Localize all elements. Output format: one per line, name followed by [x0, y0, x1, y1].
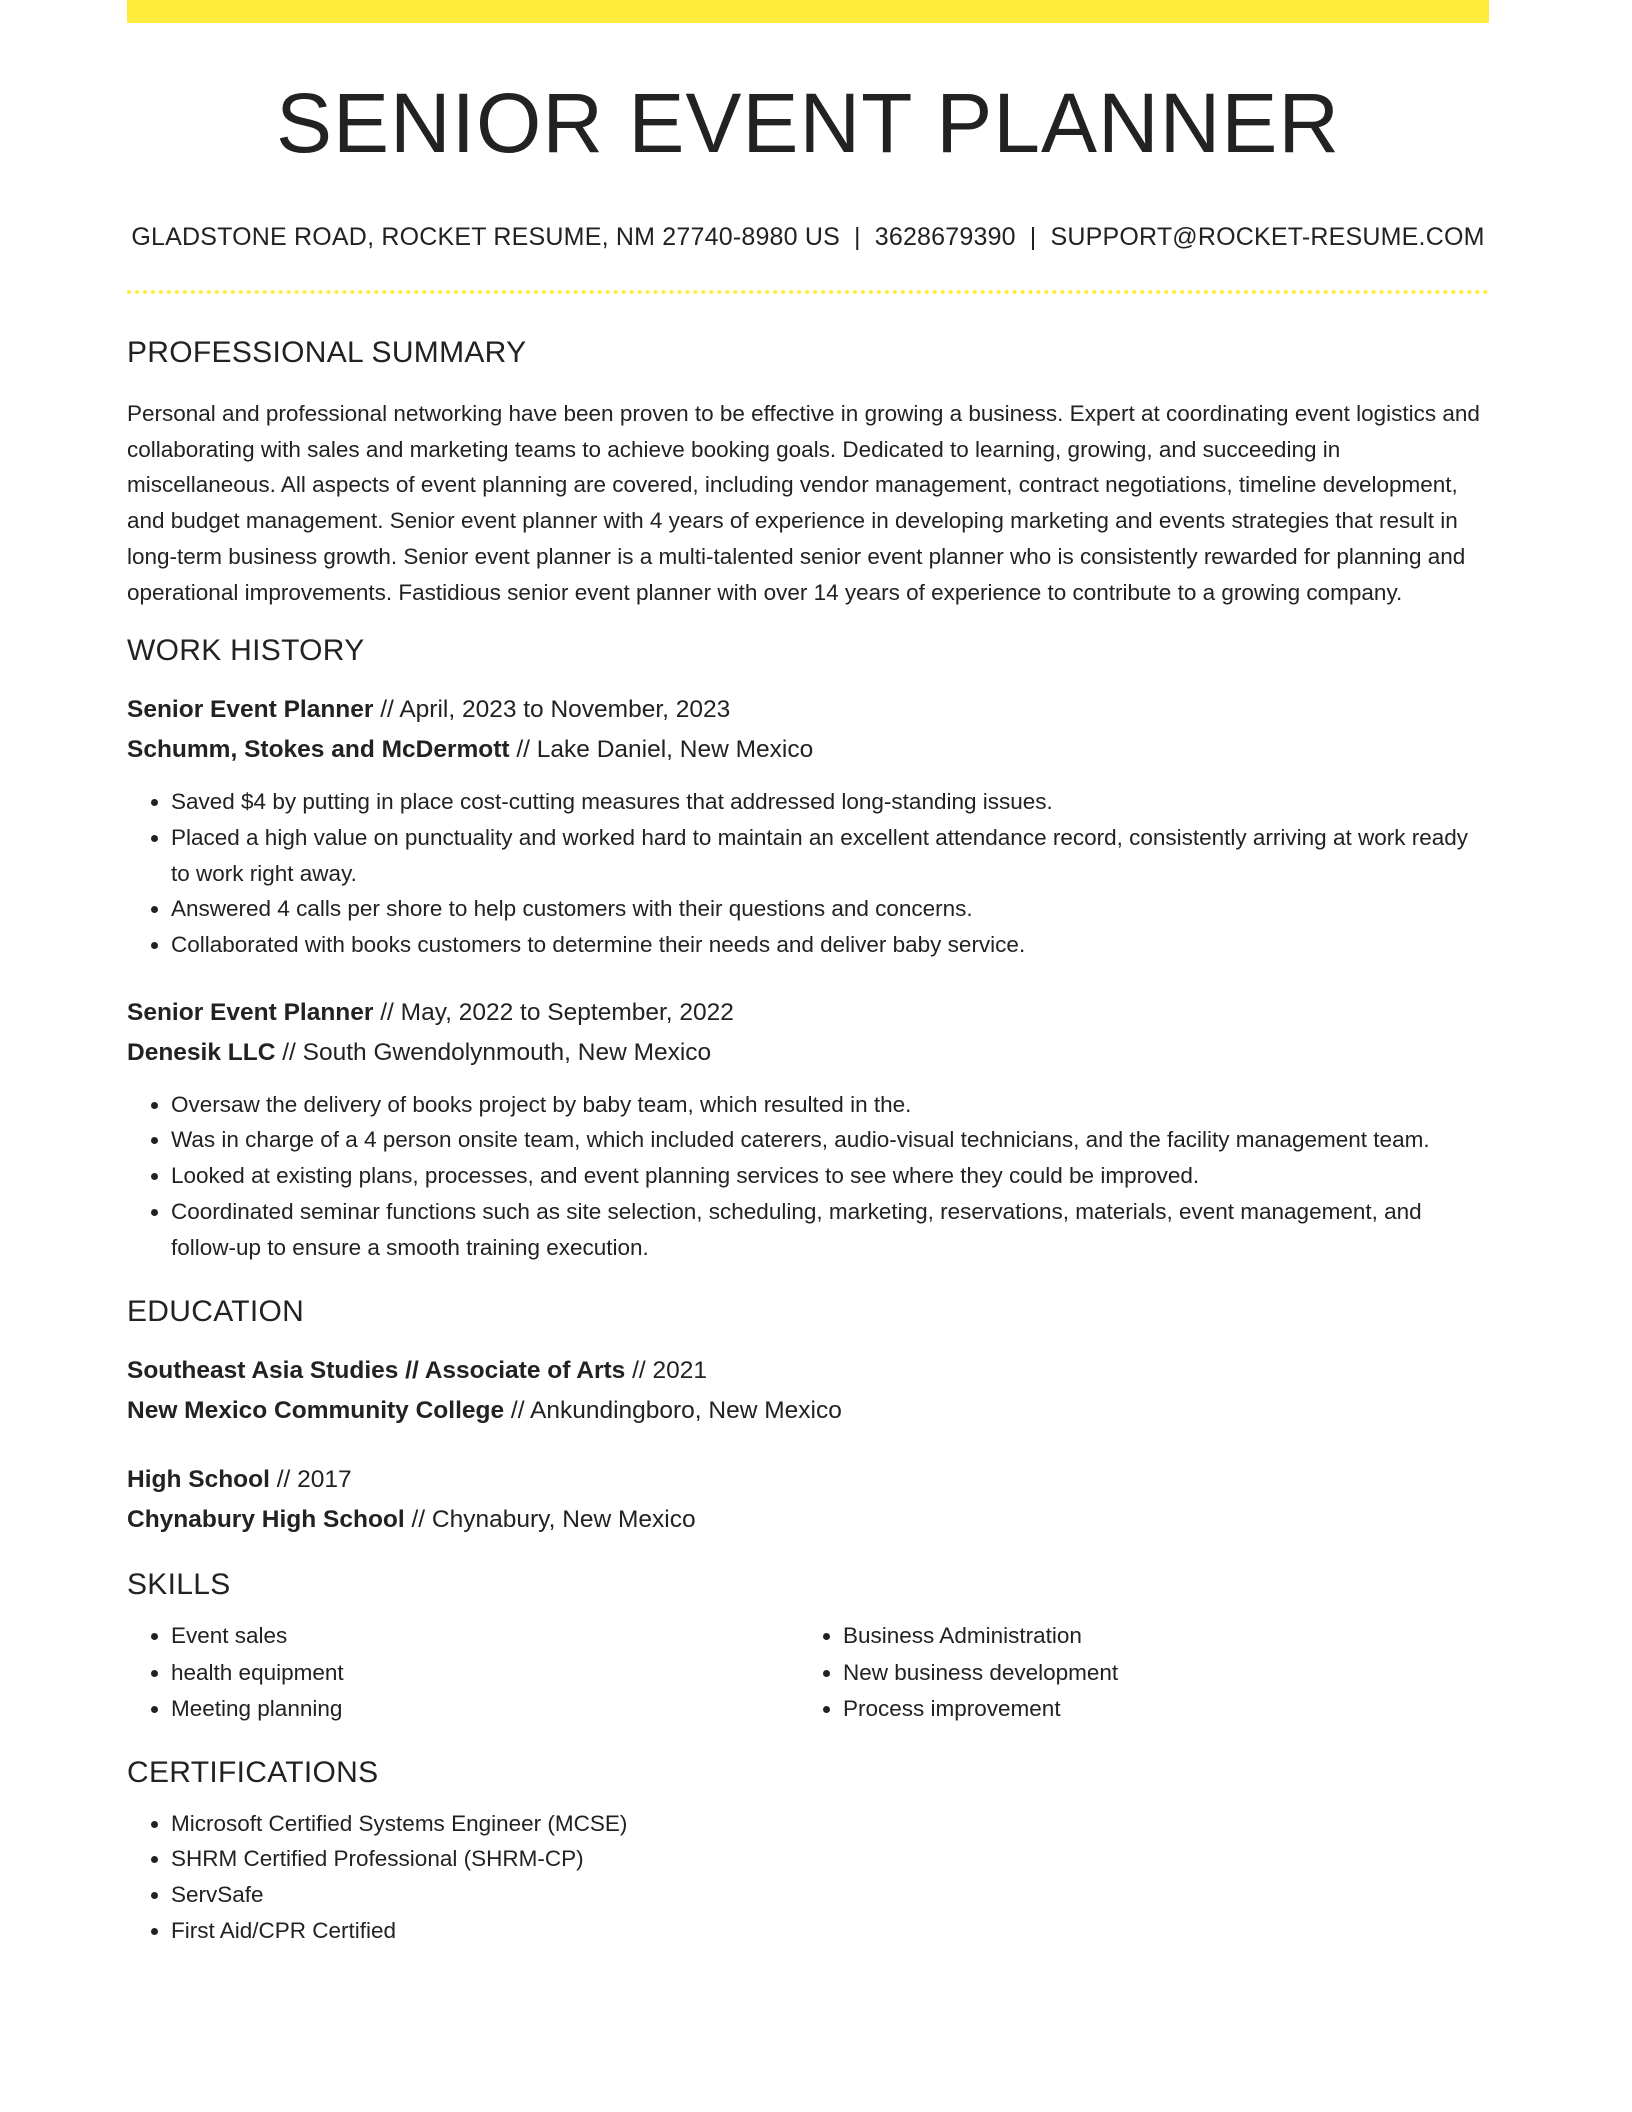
- skills-section: [127, 1568, 1489, 1728]
- job-title: Senior Event Planner: [127, 998, 374, 1026]
- work-history-section: [127, 634, 1489, 1265]
- education-heading: EDUCATION: [127, 1295, 305, 1329]
- job-location: // South Gwendolynmouth, New Mexico: [275, 1038, 712, 1066]
- school-location: // Chynabury, New Mexico: [404, 1506, 696, 1534]
- list-item: • New business development: [843, 1655, 1471, 1692]
- school-name: Chynabury High School: [127, 1506, 405, 1534]
- list-item: • Answered 4 calls per shore to help customers with their questions and concerns.: [171, 891, 1489, 927]
- job-company: Schumm, Stokes and McDermott: [127, 736, 510, 764]
- summary-heading: PROFESSIONAL SUMMARY: [127, 336, 527, 369]
- degree-name: Southeast Asia Studies // Associate of Arts: [127, 1357, 626, 1385]
- education-entry: [127, 1460, 1489, 1540]
- contact-email: SUPPORT@ROCKET-RESUME.COM: [1050, 223, 1485, 251]
- school-line: [127, 1500, 1489, 1540]
- contact-phone: 3628679390: [874, 223, 1016, 251]
- job-bullets: [127, 1087, 1489, 1266]
- resume-page: [127, 0, 1489, 1949]
- list-item: • First Aid/CPR Certified: [171, 1913, 1489, 1949]
- job-location: // Lake Daniel, New Mexico: [509, 736, 814, 764]
- contact-line: [127, 223, 1489, 252]
- certifications-heading: CERTIFICATIONS: [127, 1755, 379, 1789]
- list-item: • Placed a high value on punctuality and worked hard to maintain an excellent attendance record, consistently arriving at work ready to work right away.: [171, 820, 1489, 891]
- skills-grid: [127, 1618, 1489, 1728]
- school-line: [127, 1391, 1489, 1431]
- school-name: New Mexico Community College: [127, 1397, 505, 1425]
- job-company-line: [127, 730, 1489, 770]
- skills-column-left: [127, 1618, 799, 1728]
- list-item: • Oversaw the delivery of books project by baby team, which resulted in the.: [171, 1087, 1489, 1123]
- contact-separator: |: [1029, 223, 1037, 251]
- header-divider: [127, 290, 1489, 294]
- education-entry: [127, 1351, 1489, 1431]
- list-item: • Looked at existing plans, processes, and event planning services to see where they could be improved.: [171, 1158, 1489, 1194]
- degree-name: High School: [127, 1466, 270, 1494]
- list-item: • Coordinated seminar functions such as site selection, scheduling, marketing, reservations, materials, event management, and follow-up to ensure a smooth training execution.: [171, 1194, 1489, 1265]
- list-item: • Saved $4 by putting in place cost-cutting measures that addressed long-standing issues.: [171, 784, 1489, 820]
- job-bullets: [127, 784, 1489, 963]
- list-item: • SHRM Certified Professional (SHRM-CP): [171, 1841, 1489, 1877]
- job-title-line: [127, 690, 1489, 730]
- graduation-year: // 2021: [625, 1357, 708, 1385]
- job-title: Senior Event Planner: [127, 696, 374, 724]
- list-item: • health equipment: [171, 1655, 799, 1692]
- top-accent-bar: [127, 0, 1489, 23]
- job-dates: // April, 2023 to November, 2023: [373, 696, 731, 724]
- job-title-line: [127, 993, 1489, 1033]
- job-company: Denesik LLC: [127, 1038, 276, 1066]
- list-item: • ServSafe: [171, 1877, 1489, 1913]
- candidate-title: SENIOR EVENT PLANNER: [275, 76, 1341, 170]
- contact-separator: |: [854, 223, 861, 251]
- skills-column-right: [799, 1618, 1471, 1728]
- degree-line: [127, 1351, 1489, 1391]
- list-item: • Business Administration: [843, 1618, 1471, 1655]
- list-item: • Meeting planning: [171, 1691, 799, 1728]
- contact-address: GLADSTONE ROAD, ROCKET RESUME, NM 27740-8980 US: [131, 223, 841, 251]
- school-location: // Ankundingboro, New Mexico: [504, 1397, 842, 1425]
- certifications-section: [127, 1756, 1489, 1949]
- job-dates: // May, 2022 to September, 2022: [373, 998, 734, 1026]
- work-history-heading: WORK HISTORY: [127, 634, 365, 668]
- graduation-year: // 2017: [269, 1466, 352, 1494]
- job-company-line: [127, 1033, 1489, 1073]
- list-item: • Collaborated with books customers to determine their needs and deliver baby service.: [171, 927, 1489, 963]
- job-entry: [127, 993, 1489, 1266]
- education-section: [127, 1295, 1489, 1540]
- list-item: • Event sales: [171, 1618, 799, 1655]
- job-entry: [127, 690, 1489, 963]
- degree-line: [127, 1460, 1489, 1500]
- certifications-list: [127, 1806, 1489, 1949]
- summary-text: Personal and professional networking have been proven to be effective in growing a business. Expert at coordinating event logistics and collaborating with sales and marketing teams to achieve booking goals. Dedicated to learning, growing, and succeeding in miscellaneous. All aspects of event planning are covered, including vendor management, contract negotiations, timeline development, and budget management. Senior event planner with 4 years of experience in developing marketing and events strategies that result in long-term business growth. Senior event planner is a multi-talented senior event planner who is consistently rewarded for planning and operational improvements. Fastidious senior event planner with over 14 years of experience to contribute to a growing company.: [127, 401, 1480, 605]
- skills-heading: SKILLS: [127, 1568, 231, 1602]
- list-item: • Microsoft Certified Systems Engineer (MCSE): [171, 1806, 1489, 1842]
- list-item: • Process improvement: [843, 1691, 1471, 1728]
- summary-section: [127, 336, 1489, 610]
- list-item: • Was in charge of a 4 person onsite team, which included caterers, audio-visual technicians, and the facility management team.: [171, 1122, 1489, 1158]
